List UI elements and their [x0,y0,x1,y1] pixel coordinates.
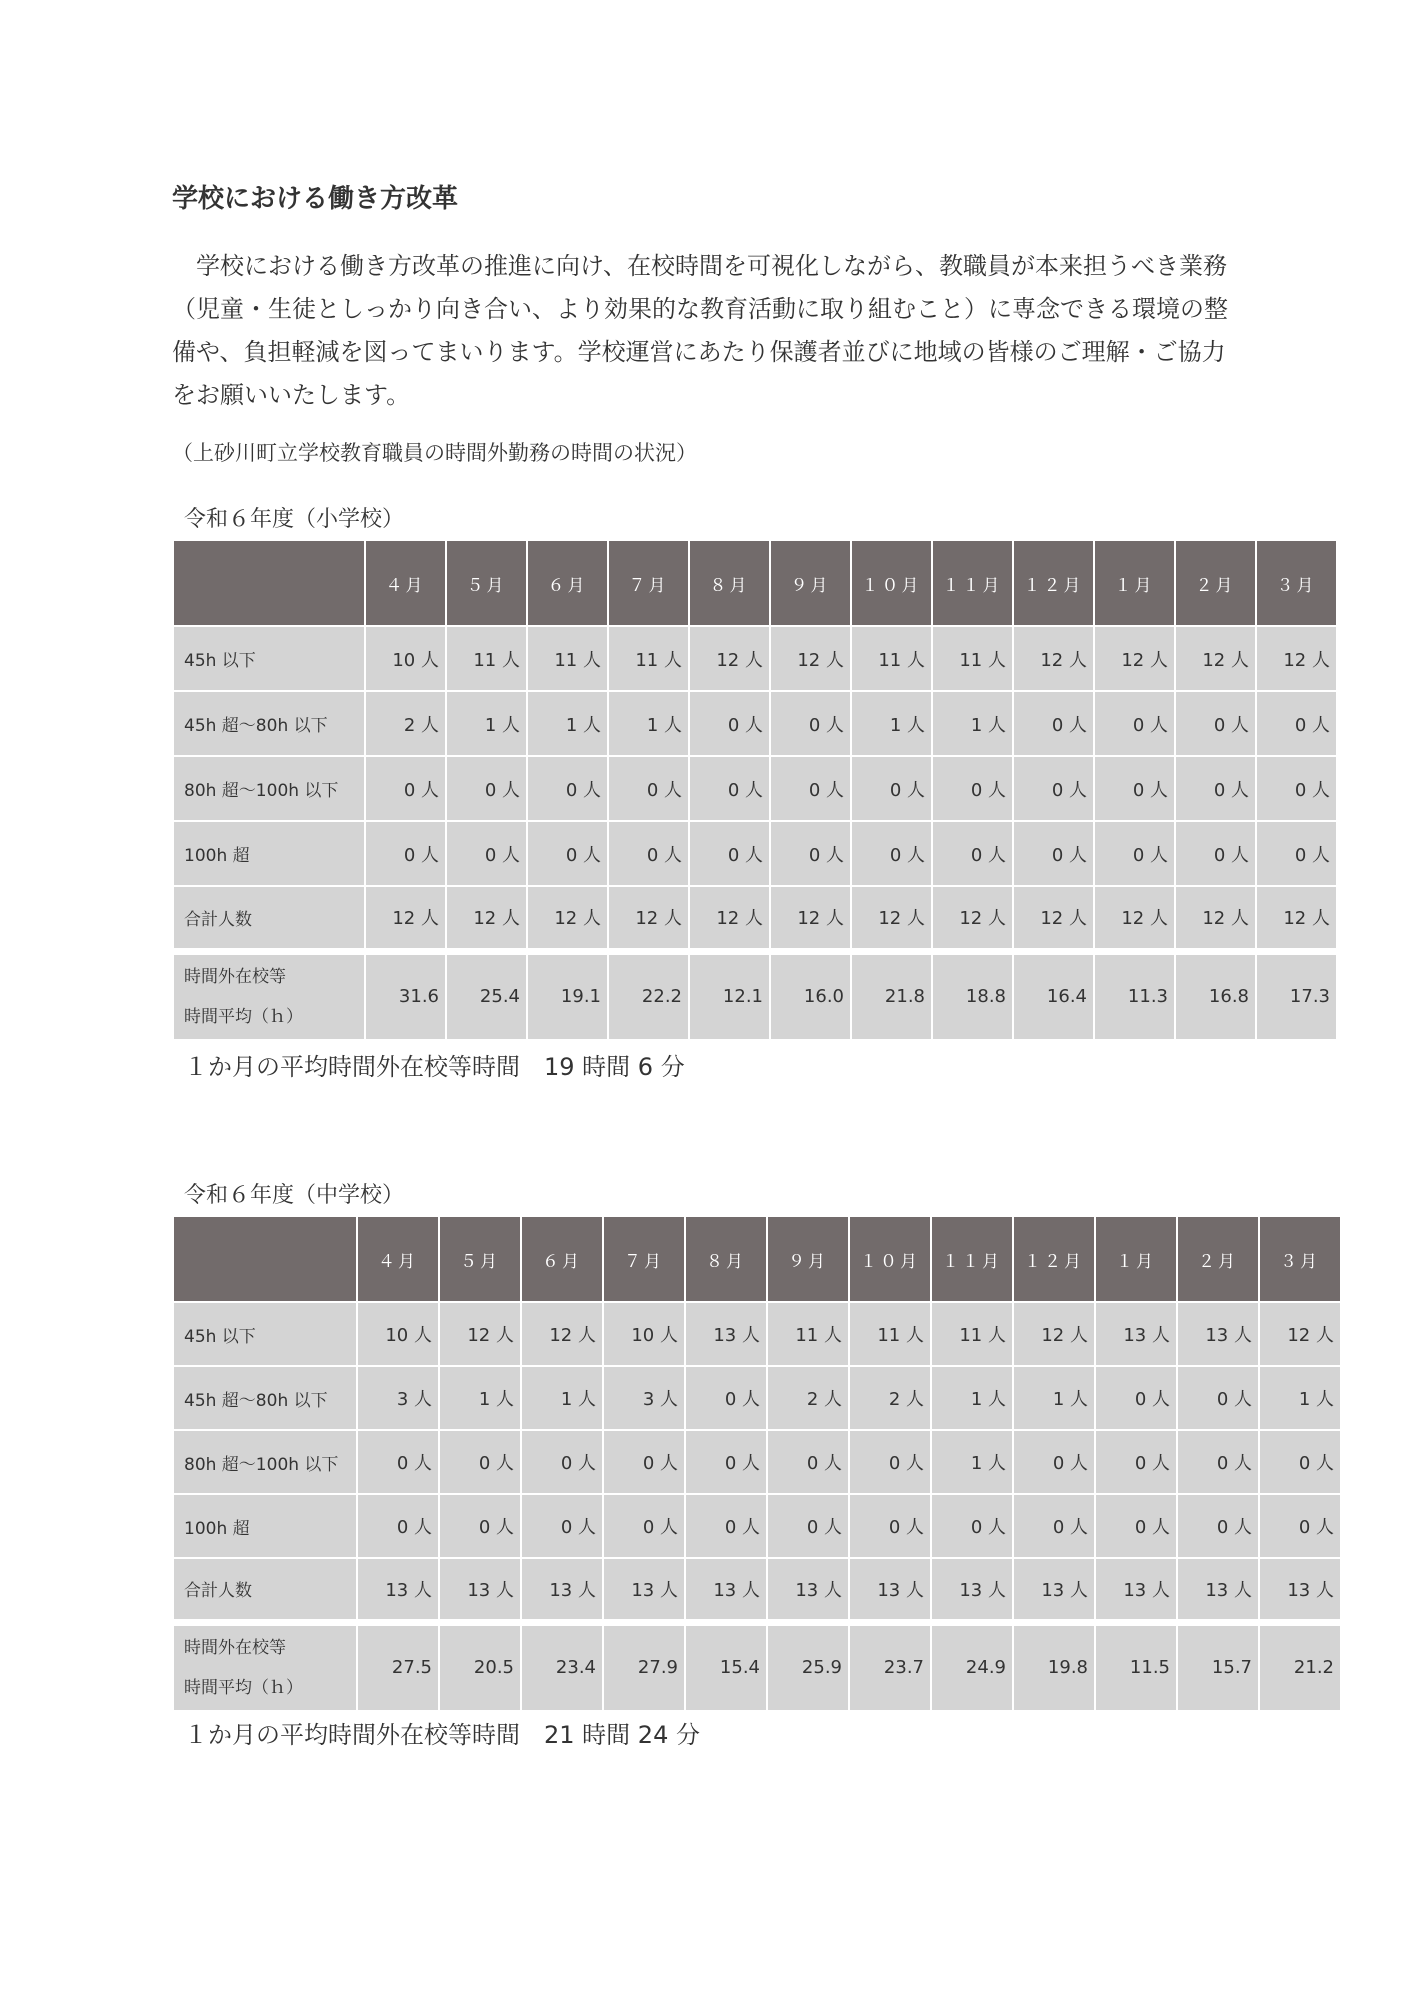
average-hours-cell: 20.5 [439,1622,521,1711]
month-header: ３月 [1259,1216,1341,1302]
table-cell: 1 人 [608,691,689,756]
month-header: ８月 [689,540,770,626]
average-hours-cell: 15.7 [1177,1622,1259,1711]
table-cell: 0 人 [357,1494,439,1558]
month-header: ７月 [603,1216,685,1302]
table-row [173,1366,1341,1430]
table-row [173,1430,1341,1494]
table-cell: 13 人 [1013,1558,1095,1622]
table-cell: 0 人 [685,1430,767,1494]
table-cell: 1 人 [527,691,608,756]
row-label: 45h 超～80h 以下 [173,1366,357,1430]
table-cell: 11 人 [608,626,689,691]
average-hours-cell: 25.9 [767,1622,849,1711]
average-hours-cell: 21.8 [851,951,932,1040]
table-cell: 0 人 [1013,691,1094,756]
average-hours-cell: 22.2 [608,951,689,1040]
average-hours-cell: 16.0 [770,951,851,1040]
table-cell: 12 人 [1256,626,1337,691]
table-cell: 0 人 [439,1430,521,1494]
month-header: ５月 [446,540,527,626]
table-cell: 13 人 [1259,1558,1341,1622]
table-cell: 0 人 [1013,1430,1095,1494]
average-hours-cell: 11.3 [1094,951,1175,1040]
table-cell: 0 人 [685,1366,767,1430]
table-cell: 0 人 [689,756,770,821]
table-cell: 1 人 [439,1366,521,1430]
table-cell: 1 人 [1013,1366,1095,1430]
table-cell: 13 人 [521,1558,603,1622]
table-cell: 1 人 [932,691,1013,756]
table-cell: 2 人 [767,1366,849,1430]
table-cell: 2 人 [365,691,446,756]
header-corner-cell [173,540,365,626]
junior-high-table-caption: 令和６年度（中学校） [184,1183,405,1208]
table-header-row [173,1216,1341,1302]
table-cell: 0 人 [689,821,770,886]
month-header: １０月 [849,1216,931,1302]
table-cell: 12 人 [932,886,1013,951]
average-hours-row [173,951,1337,1040]
elementary-monthly-average-summary: １か月の平均時間外在校等時間 19 時間 6 分 [184,1053,685,1081]
average-label-line2: 時間平均（ｈ） [184,1677,303,1698]
table-cell: 11 人 [931,1302,1013,1366]
table-cell: 0 人 [1177,1430,1259,1494]
table-cell: 0 人 [365,821,446,886]
month-header: ９月 [767,1216,849,1302]
table-cell: 0 人 [849,1430,931,1494]
average-hours-cell: 27.5 [357,1622,439,1711]
table-cell: 11 人 [446,626,527,691]
table-cell: 0 人 [1095,1430,1177,1494]
table-cell: 0 人 [1177,1366,1259,1430]
table-cell: 0 人 [770,691,851,756]
table-cell: 11 人 [849,1302,931,1366]
average-hours-cell: 15.4 [685,1622,767,1711]
table-cell: 0 人 [1175,691,1256,756]
average-hours-label [173,951,365,1040]
table-cell: 0 人 [608,756,689,821]
table-cell: 0 人 [1259,1430,1341,1494]
page-title: 学校における働き方改革 [172,184,459,214]
table-cell: 10 人 [603,1302,685,1366]
table-cell: 0 人 [1259,1494,1341,1558]
table-cell: 0 人 [1013,756,1094,821]
table-cell: 3 人 [357,1366,439,1430]
table-cell: 12 人 [1013,1302,1095,1366]
month-header: １２月 [1013,1216,1095,1302]
average-label-line2: 時間平均（ｈ） [184,1006,303,1027]
row-label: 100h 超 [173,821,365,886]
table-cell: 12 人 [1094,886,1175,951]
table-cell: 12 人 [1094,626,1175,691]
table-cell: 13 人 [1177,1302,1259,1366]
table-cell: 1 人 [931,1430,1013,1494]
table-cell: 13 人 [1177,1558,1259,1622]
table-cell: 0 人 [357,1430,439,1494]
junior-high-overtime-table [172,1215,1342,1712]
table-cell: 0 人 [1094,821,1175,886]
table-cell: 0 人 [1256,691,1337,756]
table-cell: 13 人 [1095,1558,1177,1622]
month-header: ６月 [527,540,608,626]
table-row [173,1558,1341,1622]
average-hours-cell: 27.9 [603,1622,685,1711]
table-cell: 0 人 [1095,1494,1177,1558]
month-header: １１月 [932,540,1013,626]
table-cell: 12 人 [1013,886,1094,951]
row-label: 80h 超～100h 以下 [173,756,365,821]
table-cell: 0 人 [608,821,689,886]
table-cell: 0 人 [365,756,446,821]
table-cell: 1 人 [1259,1366,1341,1430]
month-header: ７月 [608,540,689,626]
table-cell: 0 人 [439,1494,521,1558]
table-row [173,756,1337,821]
table-cell: 12 人 [689,626,770,691]
table-cell: 0 人 [527,756,608,821]
table-cell: 13 人 [849,1558,931,1622]
month-header: ６月 [521,1216,603,1302]
table-cell: 13 人 [931,1558,1013,1622]
table-cell: 13 人 [1095,1302,1177,1366]
month-header: ４月 [357,1216,439,1302]
table-cell: 0 人 [603,1430,685,1494]
table-cell: 0 人 [685,1494,767,1558]
table-cell: 12 人 [851,886,932,951]
table-cell: 0 人 [527,821,608,886]
table-cell: 12 人 [439,1302,521,1366]
table-row [173,626,1337,691]
average-hours-cell: 18.8 [932,951,1013,1040]
table-row [173,821,1337,886]
average-hours-cell: 23.4 [521,1622,603,1711]
elementary-table-caption: 令和６年度（小学校） [184,507,405,532]
table-cell: 1 人 [851,691,932,756]
average-hours-cell: 31.6 [365,951,446,1040]
table-cell: 0 人 [767,1494,849,1558]
table-cell: 0 人 [521,1430,603,1494]
table-row [173,1494,1341,1558]
table-cell: 11 人 [527,626,608,691]
table-cell: 0 人 [770,756,851,821]
table-cell: 0 人 [446,756,527,821]
average-hours-cell: 16.8 [1175,951,1256,1040]
table-cell: 11 人 [767,1302,849,1366]
table-cell: 13 人 [603,1558,685,1622]
table-row [173,886,1337,951]
month-header: １月 [1095,1216,1177,1302]
table-header-row [173,540,1337,626]
table-cell: 12 人 [527,886,608,951]
month-header: ３月 [1256,540,1337,626]
average-hours-label [173,1622,357,1711]
average-hours-cell: 19.1 [527,951,608,1040]
table-cell: 0 人 [1095,1366,1177,1430]
status-heading: （上砂川町立学校教育職員の時間外勤務の時間の状況） [172,441,697,465]
average-hours-cell: 23.7 [849,1622,931,1711]
table-cell: 13 人 [685,1302,767,1366]
table-cell: 0 人 [1256,821,1337,886]
month-header: ５月 [439,1216,521,1302]
junior-high-monthly-average-summary: １か月の平均時間外在校等時間 21 時間 24 分 [184,1721,700,1749]
average-hours-cell: 16.4 [1013,951,1094,1040]
table-cell: 12 人 [1175,626,1256,691]
table-cell: 0 人 [851,756,932,821]
month-header: １１月 [931,1216,1013,1302]
table-cell: 12 人 [608,886,689,951]
average-hours-cell: 19.8 [1013,1622,1095,1711]
month-header: １２月 [1013,540,1094,626]
table-cell: 12 人 [689,886,770,951]
table-cell: 0 人 [851,821,932,886]
average-hours-cell: 17.3 [1256,951,1337,1040]
intro-paragraph: 学校における働き方改革の推進に向け、在校時間を可視化しながら、教職員が本来担うべき業務（児童・生徒としっかり向き合い、より効果的な教育活動に取り組むこと）に専念できる環境の整備や、負担軽減を図ってまいります。学校運営にあたり保護者並びに地域の皆様のご理解・ご協力をお願いいたします。 [172,252,1228,409]
average-hours-cell: 24.9 [931,1622,1013,1711]
table-cell: 0 人 [849,1494,931,1558]
month-header: ２月 [1175,540,1256,626]
table-cell: 0 人 [603,1494,685,1558]
table-cell: 0 人 [770,821,851,886]
table-row [173,691,1337,756]
table-cell: 13 人 [357,1558,439,1622]
average-label-line1: 時間外在校等 [184,966,286,987]
row-label: 45h 超～80h 以下 [173,691,365,756]
average-label-line1: 時間外在校等 [184,1637,286,1658]
month-header: ２月 [1177,1216,1259,1302]
row-label: 45h 以下 [173,626,365,691]
table-cell: 12 人 [1259,1302,1341,1366]
table-cell: 12 人 [365,886,446,951]
table-cell: 0 人 [446,821,527,886]
table-cell: 12 人 [1175,886,1256,951]
table-cell: 12 人 [1256,886,1337,951]
row-label: 合計人数 [173,1558,357,1622]
table-row [173,1302,1341,1366]
table-cell: 0 人 [1256,756,1337,821]
table-cell: 1 人 [931,1366,1013,1430]
table-cell: 0 人 [767,1430,849,1494]
row-label: 合計人数 [173,886,365,951]
header-corner-cell [173,1216,357,1302]
table-cell: 0 人 [1013,1494,1095,1558]
table-cell: 0 人 [1094,756,1175,821]
elementary-overtime-table [172,539,1338,1041]
table-cell: 0 人 [1094,691,1175,756]
row-label: 45h 以下 [173,1302,357,1366]
table-cell: 2 人 [849,1366,931,1430]
table-cell: 13 人 [767,1558,849,1622]
table-cell: 12 人 [1013,626,1094,691]
table-cell: 11 人 [932,626,1013,691]
table-cell: 11 人 [851,626,932,691]
table-cell: 12 人 [446,886,527,951]
table-cell: 0 人 [1013,821,1094,886]
average-hours-row [173,1622,1341,1711]
month-header: ８月 [685,1216,767,1302]
row-label: 80h 超～100h 以下 [173,1430,357,1494]
table-cell: 10 人 [357,1302,439,1366]
table-cell: 1 人 [521,1366,603,1430]
table-cell: 10 人 [365,626,446,691]
table-cell: 12 人 [770,626,851,691]
table-cell: 13 人 [685,1558,767,1622]
table-cell: 0 人 [689,691,770,756]
average-hours-cell: 21.2 [1259,1622,1341,1711]
average-hours-cell: 12.1 [689,951,770,1040]
average-hours-cell: 25.4 [446,951,527,1040]
month-header: １０月 [851,540,932,626]
table-cell: 0 人 [521,1494,603,1558]
table-cell: 3 人 [603,1366,685,1430]
table-cell: 12 人 [521,1302,603,1366]
table-cell: 0 人 [932,821,1013,886]
table-cell: 0 人 [932,756,1013,821]
table-cell: 13 人 [439,1558,521,1622]
month-header: ４月 [365,540,446,626]
month-header: ９月 [770,540,851,626]
table-cell: 0 人 [1177,1494,1259,1558]
month-header: １月 [1094,540,1175,626]
average-hours-cell: 11.5 [1095,1622,1177,1711]
table-cell: 0 人 [1175,756,1256,821]
row-label: 100h 超 [173,1494,357,1558]
table-cell: 1 人 [446,691,527,756]
table-cell: 0 人 [931,1494,1013,1558]
table-cell: 12 人 [770,886,851,951]
table-cell: 0 人 [1175,821,1256,886]
